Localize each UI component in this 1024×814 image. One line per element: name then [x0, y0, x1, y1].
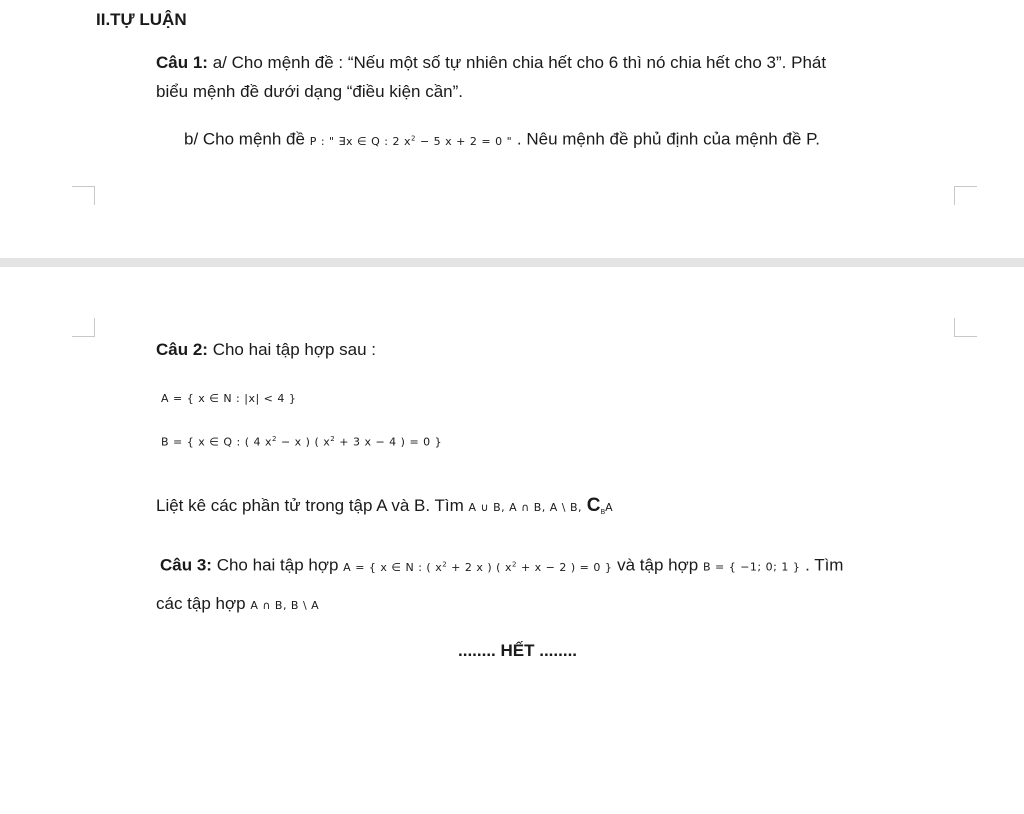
page-separator	[0, 258, 1024, 267]
complement-argument: A	[605, 501, 614, 514]
q2-label: Câu 2:	[156, 340, 208, 359]
q3-line-1	[160, 553, 843, 579]
q2-set-operations: A ∪ B, A ∩ B, A \ B,	[468, 501, 583, 514]
page-corner-mark	[72, 186, 95, 205]
q3-text-3: . Tìm	[805, 555, 844, 575]
q3-label: Câu 3:	[160, 555, 212, 575]
q1-part-a-text: Cho mệnh đề : “Nếu một số tự nhiên chia hết cho 6 thì nó chia hết cho 3”. Phát	[231, 53, 827, 72]
q3-set-a-definition: A = { x ∈ N : ( $x^2 + 2$ x ) ( $x^2 + x - 2$ ) = 0 }	[343, 560, 613, 574]
q3-set-operations: A ∩ B, B \ A	[250, 599, 320, 612]
q3-text-1: Cho hai tập hợp	[216, 555, 339, 575]
q1-label: Câu 1:	[156, 53, 208, 72]
q2-text: Cho hai tập hợp sau :	[212, 340, 377, 359]
q1-part-b-prefix: b/ Cho mệnh đề	[184, 129, 305, 149]
q3-text-2: và tập hợp	[617, 555, 699, 575]
q3-set-b-definition: B = { −1; 0; 1 }	[702, 560, 801, 574]
end-marker: ........ HẾT ........	[458, 641, 578, 660]
q3-line-2	[156, 593, 319, 617]
section-title: II.TỰ LUẬN	[96, 10, 187, 29]
q2-task	[156, 495, 613, 524]
complement-symbol: C	[586, 495, 601, 516]
q1-line-2: biểu mệnh đề dưới dạng “điều kiện cần”.	[156, 82, 463, 101]
q1-part-b-suffix: . Nêu mệnh đề phủ định của mệnh đề P.	[516, 129, 820, 149]
q3-line-2-text: các tập hợp	[156, 594, 246, 613]
q2-intro	[156, 339, 376, 361]
complement-subscript: B	[600, 509, 606, 516]
q2-task-text: Liệt kê các phần tử trong tập A và B. Tìm	[156, 496, 464, 515]
set-b-definition: B = { x ∈ Q : ( 4 $x^2 - x$ ) ( $x^2 + 3$ x − 4 ) = 0 }	[161, 435, 443, 449]
q1-part-b	[184, 127, 820, 153]
set-a-definition: A = { x ∈ N : |x| < 4 }	[161, 392, 297, 405]
page-corner-mark	[954, 318, 977, 337]
page-corner-mark	[954, 186, 977, 205]
proposition-p-formula: P : " ∃x ∈ Q : 2 $x^2 - 5$ x + 2 = 0 "	[309, 134, 513, 148]
q1-part-a-label: a/	[212, 53, 227, 72]
q1-line-1	[156, 52, 826, 74]
page-corner-mark	[72, 318, 95, 337]
